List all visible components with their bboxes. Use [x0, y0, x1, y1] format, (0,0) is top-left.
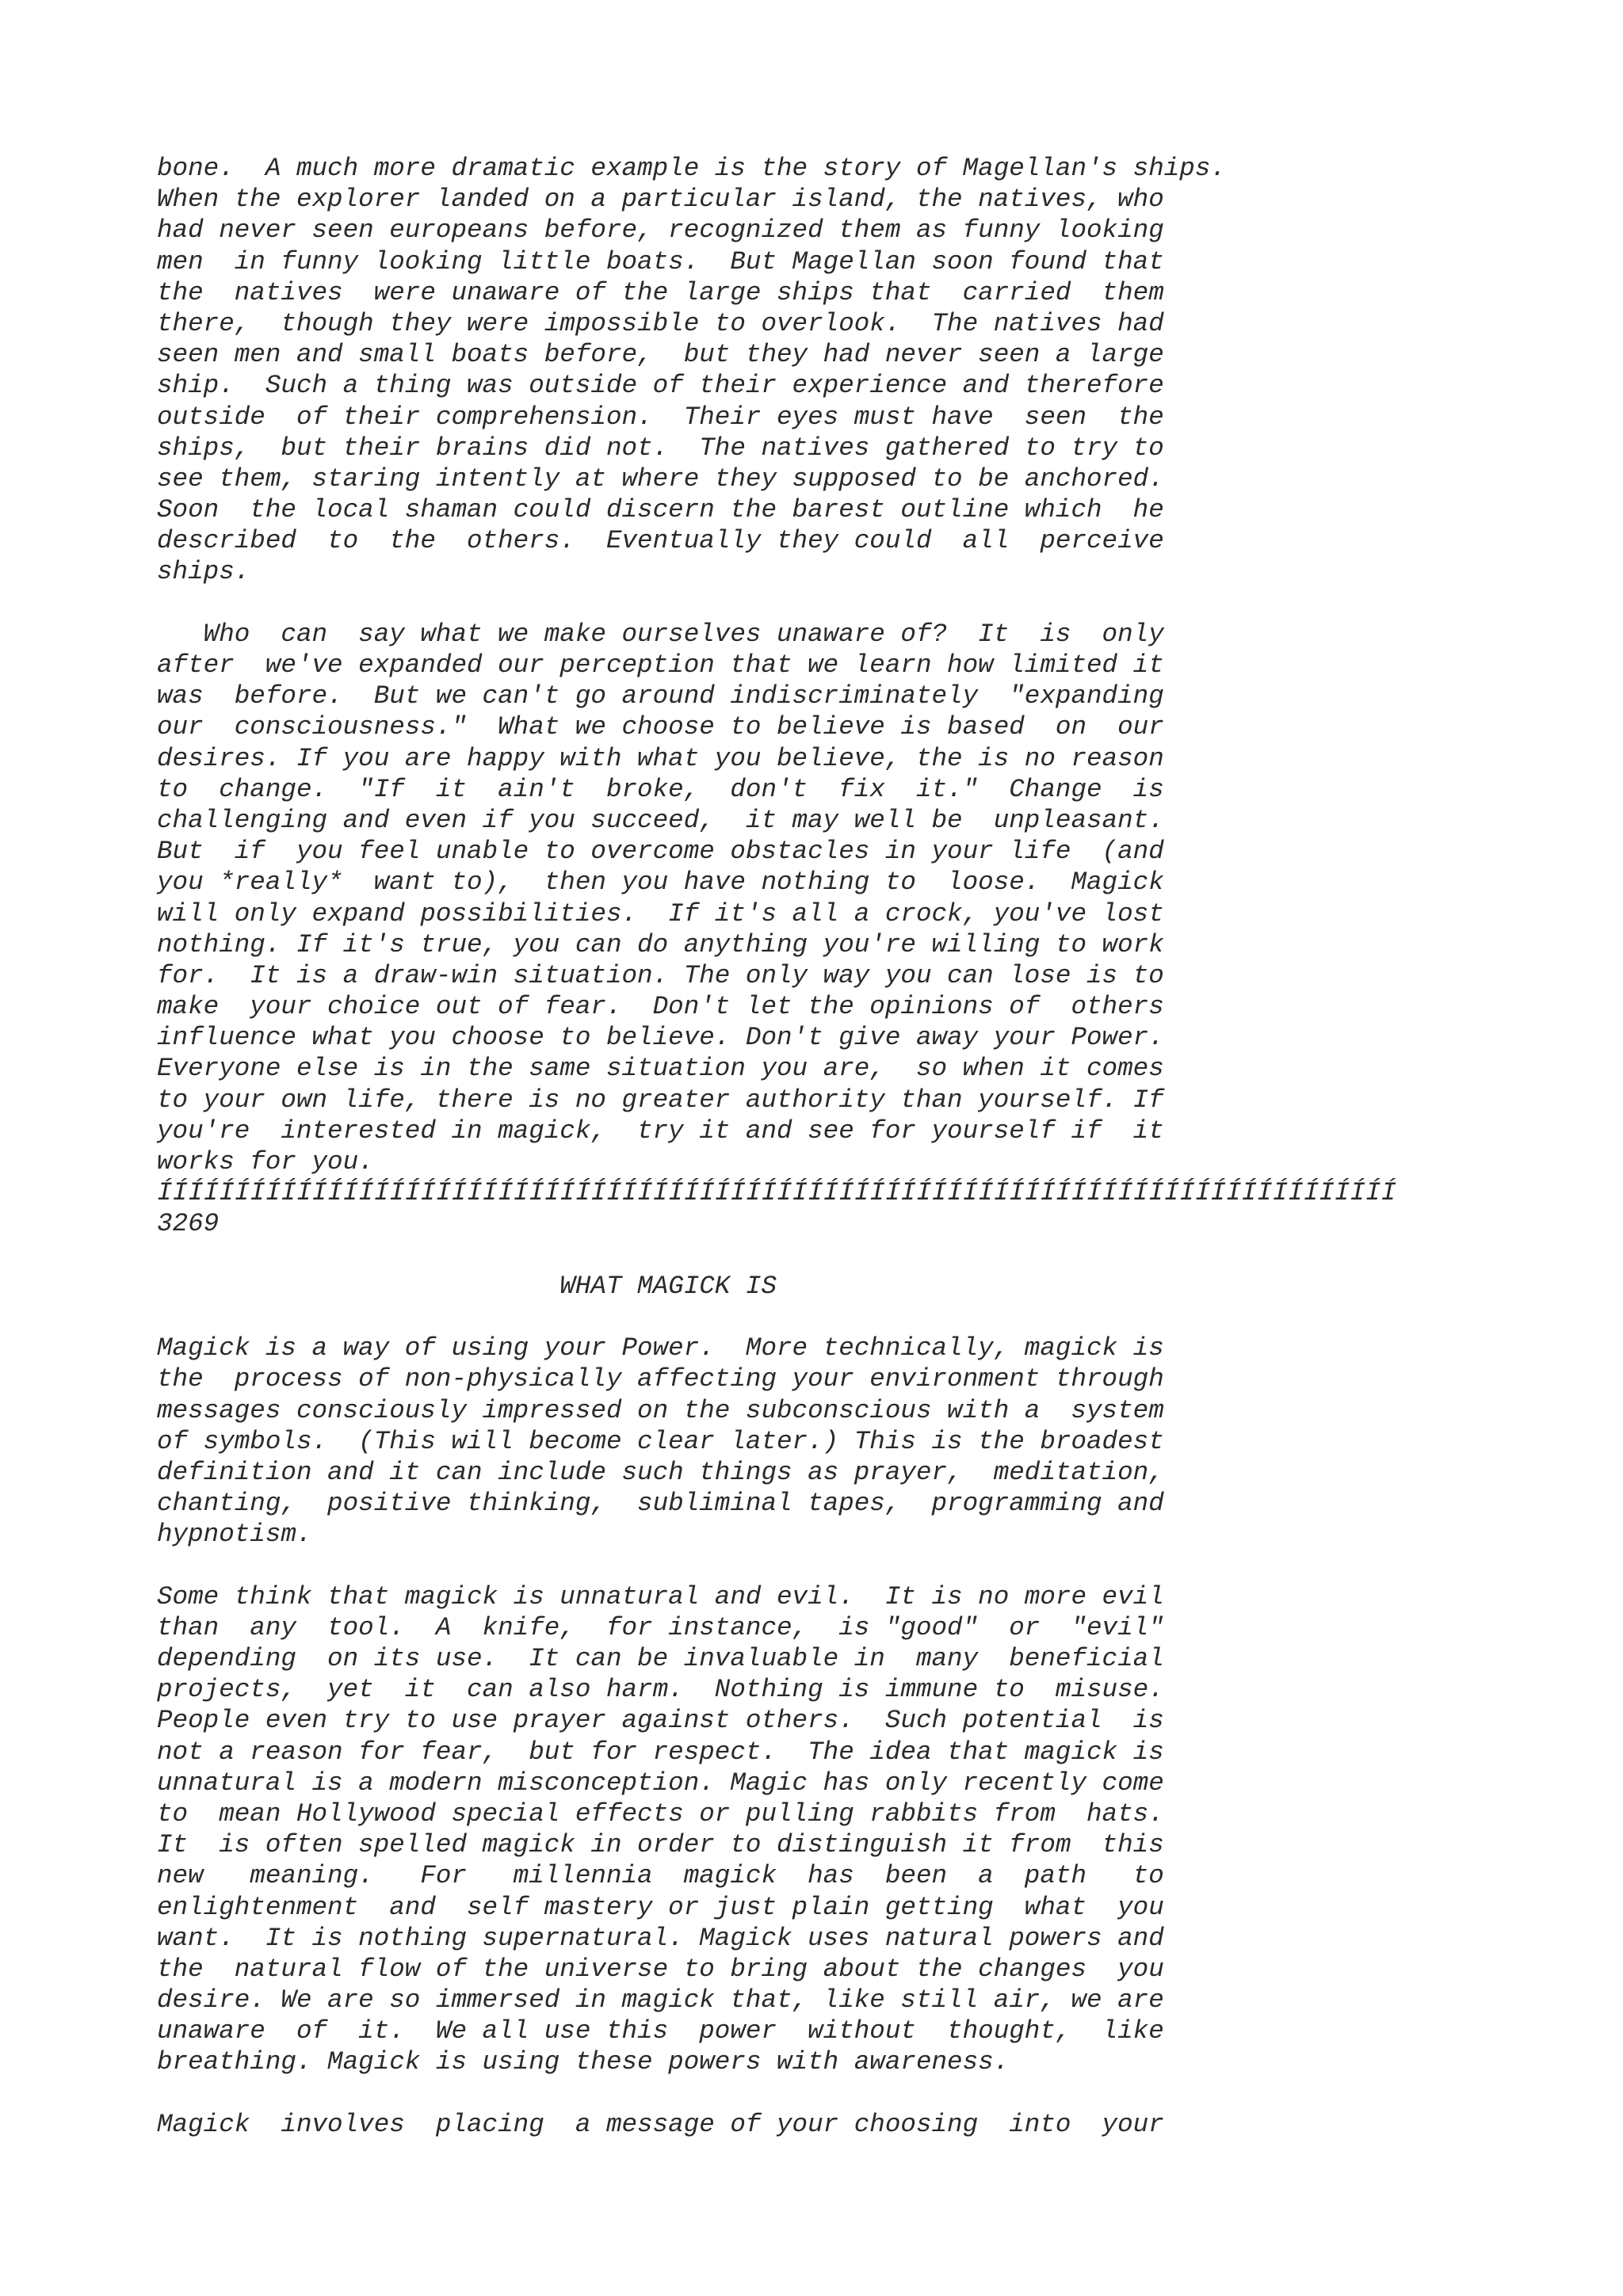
text-line: definition and it can include such things as prayer, meditation, [157, 1457, 1164, 1487]
document-body-text [157, 153, 1615, 2140]
text-line: to change. "If it ain't broke, don't fix it." Change is [157, 774, 1164, 804]
text-line: the natives were unaware of the large ships that carried them [157, 277, 1164, 307]
text-line: When the explorer landed on a particular island, the natives, who [157, 185, 1164, 215]
text-line: influence what you choose to believe. Don't give away your Power. [157, 1023, 1164, 1053]
text-line: ship. Such a thing was outside of their experience and therefore [157, 371, 1164, 401]
text-line: ships, but their brains did not. The natives gathered to try to [157, 433, 1164, 463]
text-line: enlightenment and self mastery or just plain getting what you [157, 1892, 1164, 1922]
blank-line [157, 588, 1615, 619]
blank-line [157, 1550, 1615, 1581]
text-line: described to the others. Eventually they could all perceive [157, 526, 1164, 556]
text-line: People even try to use prayer against others. Such potential is [157, 1706, 1164, 1736]
text-line: desires. If you are happy with what you believe, the is no reason [157, 743, 1164, 773]
text-line: than any tool. A knife, for instance, is "good" or "evil" [157, 1612, 1164, 1642]
text-line: was before. But we can't go around indiscriminately "expanding [157, 681, 1164, 711]
text-line: messages consciously impressed on the subconscious with a system [157, 1395, 1164, 1425]
text-line: seen men and small boats before, but they had never seen a large [157, 340, 1164, 370]
text-line: the process of non-physically affecting your environment through [157, 1364, 1164, 1394]
text-line: unaware of it. We all use this power without thought, like [157, 2016, 1164, 2046]
text-line: nothing. If it's true, you can do anything you're willing to work [157, 929, 1164, 959]
text-line: you *really* want to), then you have nothing to loose. Magick [157, 868, 1164, 898]
text-line: will only expand possibilities. If it's all a crock, you've lost [157, 898, 1164, 929]
text-line: chanting, positive thinking, subliminal tapes, programming and [157, 1489, 1164, 1519]
blank-line [157, 2078, 1615, 2109]
text-line: after we've expanded our perception that we learn how limited it [157, 650, 1164, 680]
text-line: Magick is a way of using your Power. More technically, magick is [157, 1333, 1164, 1363]
blank-line [157, 1302, 1615, 1333]
text-line: you're interested in magick, try it and see for yourself if it [157, 1116, 1164, 1146]
text-line: see them, staring intently at where they supposed to be anchored. [157, 463, 1164, 494]
separator-line: ÍÍÍÍÍÍÍÍÍÍÍÍÍÍÍÍÍÍÍÍÍÍÍÍÍÍÍÍÍÍÍÍÍÍÍÍÍÍÍÍÍÍÍÍÍÍÍÍÍÍÍÍÍÍÍÍÍÍÍÍÍÍÍÍÍÍÍÍÍÍÍÍÍÍÍÍÍÍÍÍ [157, 1178, 1397, 1208]
text-line: men in funny looking little boats. But Magellan soon found that [157, 246, 1164, 277]
text-line: hypnotism. [157, 1520, 312, 1550]
text-line: projects, yet it can also harm. Nothing is immune to misuse. [157, 1675, 1164, 1705]
text-line: there, though they were impossible to overlook. The natives had [157, 308, 1164, 338]
text-line: It is often spelled magick in order to distinguish it from this [157, 1830, 1164, 1860]
section-heading: WHAT MAGICK IS [157, 1271, 777, 1301]
text-line: Some think that magick is unnatural and evil. It is no more evil [157, 1581, 1164, 1611]
text-line: challenging and even if you succeed, it may well be unpleasant. [157, 805, 1164, 835]
text-line: our consciousness." What we choose to believe is based on our [157, 712, 1164, 742]
text-line: Everyone else is in the same situation you are, so when it comes [157, 1054, 1164, 1084]
text-line: But if you feel unable to overcome obstacles in your life (and [157, 837, 1164, 867]
text-line: the natural flow of the universe to bring about the changes you [157, 1954, 1164, 1984]
text-line: to your own life, there is no greater authority than yourself. If [157, 1085, 1164, 1115]
text-line: bone. A much more dramatic example is the story of Magellan's ships. [157, 154, 1226, 183]
section-number: 3269 [157, 1209, 220, 1239]
text-line: Soon the local shaman could discern the barest outline which he [157, 495, 1164, 525]
text-line: had never seen europeans before, recognized them as funny looking [157, 215, 1164, 246]
text-line: outside of their comprehension. Their eyes must have seen the [157, 402, 1164, 432]
text-line: breathing. Magick is using these powers with awareness. [157, 2047, 1010, 2077]
text-line: desire. We are so immersed in magick that, like still air, we are [157, 1985, 1164, 2016]
text-line: to mean Hollywood special effects or pulling rabbits from hats. [157, 1798, 1164, 1829]
text-line: Who can say what we make ourselves unaware of? It is only [157, 619, 1164, 649]
text-line: depending on its use. It can be invaluable in many beneficial [157, 1644, 1164, 1673]
text-line: unnatural is a modern misconception. Magic has only recently come [157, 1768, 1164, 1798]
text-line: not a reason for fear, but for respect. The idea that magick is [157, 1737, 1164, 1767]
text-line: works for you. [157, 1147, 374, 1177]
text-line: of symbols. (This will become clear later.) This is the broadest [157, 1426, 1164, 1456]
text-line: Magick involves placing a message of your choosing into your [157, 2109, 1164, 2139]
text-line: make your choice out of fear. Don't let the opinions of others [157, 992, 1164, 1022]
blank-line [157, 1240, 1615, 1271]
text-line: new meaning. For millennia magick has been a path to [157, 1861, 1164, 1891]
text-line: ships. [157, 557, 250, 587]
text-line: want. It is nothing supernatural. Magick uses natural powers and [157, 1923, 1164, 1953]
text-line: for. It is a draw-win situation. The only way you can lose is to [157, 960, 1164, 990]
